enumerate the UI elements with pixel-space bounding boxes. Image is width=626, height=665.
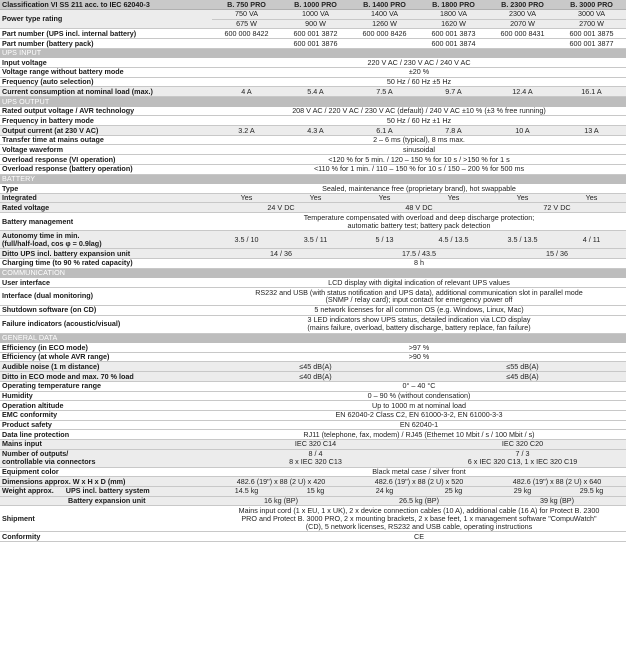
row-label: Current consumption at nominal load (max.): [0, 87, 212, 97]
row-label: [0, 449, 212, 467]
battery-management-row: [0, 213, 626, 231]
row-value: Yes: [488, 193, 557, 203]
section-header: [0, 174, 626, 184]
weight-label: Weight approx.: [2, 486, 54, 496]
row-value: 14 / 36: [212, 249, 350, 259]
row-label: Shipment: [0, 506, 212, 532]
part-battery-label: Part number (battery pack): [0, 39, 212, 49]
row-label: Operation altitude: [0, 401, 212, 411]
row-value: 482.6 (19") x 88 (2 U) x 420: [212, 477, 350, 487]
row-value: EN 62040-2 Class C2, EN 61000-3-2, EN 61000-3-3: [212, 410, 626, 420]
row-value: 3.2 A: [212, 126, 281, 136]
autonomy-row: [0, 231, 626, 249]
row-value: [212, 213, 626, 231]
row-value: Sealed, maintenance free (proprietary brand), hot swappable: [212, 184, 626, 194]
row-value: 6.1 A: [350, 126, 419, 136]
row-label: Output current (at 230 V AC): [0, 126, 212, 136]
row-value: 17.5 / 43.5: [350, 249, 488, 259]
shipment-row: [0, 506, 626, 532]
row-label: Conformity: [0, 532, 212, 542]
section-header: [0, 48, 626, 58]
row-value: 8 h: [212, 258, 626, 268]
row-value: EN 62040-1: [212, 420, 626, 430]
row-label: Overload response (VI operation): [0, 155, 212, 165]
row-value: LCD display with digital indication of relevant UPS values: [212, 278, 626, 288]
section-title: UPS INPUT: [0, 48, 626, 58]
row-label: Audible noise (1 m distance): [0, 362, 212, 372]
power-w: 1620 W: [419, 19, 488, 29]
part-ups-label: Part number (UPS incl. internal battery): [0, 29, 212, 39]
row-value: 0 – 90 % (without condensation): [212, 391, 626, 401]
row-value: 39 kg (BP): [488, 496, 626, 506]
row-label: Data line protection: [0, 430, 212, 440]
row-value: 482.6 (19") x 88 (2 U) x 640: [488, 477, 626, 487]
row-value: 5 / 13: [350, 231, 419, 249]
section-title: COMMUNICATION: [0, 268, 626, 278]
section-header: [0, 268, 626, 278]
mains-input-row: [0, 439, 626, 449]
row-value: <120 % for 5 min. / 120 – 150 % for 10 s / >150 % for 1 s: [212, 155, 626, 165]
row-value: ≤45 dB(A): [419, 372, 626, 382]
row-value: 50 Hz / 60 Hz ±1 Hz: [212, 116, 626, 126]
power-va: 750 VA: [212, 10, 281, 20]
row-value: 72 V DC: [488, 203, 626, 213]
voltage-range-row: [0, 68, 626, 78]
model-header: B. 750 PRO: [212, 0, 281, 10]
row-value: 5 network licenses for all common OS (e.g. Windows, Linux, Mac): [212, 305, 626, 315]
overload-vi-row: [0, 155, 626, 165]
part-battery-value: 600 001 3876: [281, 39, 350, 49]
power-rating-label: Power type rating: [0, 10, 212, 29]
power-w: 2700 W: [557, 19, 626, 29]
ditto-expansion-row: [0, 249, 626, 259]
row-value: Yes: [557, 193, 626, 203]
efficiency-eco-row: [0, 343, 626, 353]
section-header: [0, 333, 626, 343]
row-value: 7.8 A: [419, 126, 488, 136]
row-value: Black metal case / silver front: [212, 467, 626, 477]
row-label: Operating temperature range: [0, 381, 212, 391]
row-value: Yes: [350, 193, 419, 203]
row-value: 16.1 A: [557, 87, 626, 97]
integrated-row: [0, 193, 626, 203]
row-value: IEC 320 C14: [212, 439, 419, 449]
row-label: Voltage range without battery mode: [0, 68, 212, 78]
input-voltage-row: [0, 58, 626, 68]
safety-row: [0, 420, 626, 430]
row-value: [212, 315, 626, 333]
label-line: Number of outputs/: [2, 449, 69, 459]
weight-ups-row: [0, 487, 626, 497]
row-value: 15 / 36: [488, 249, 626, 259]
row-value: 3.5 / 10: [212, 231, 281, 249]
rated-voltage-row: [0, 203, 626, 213]
row-value: 5.4 A: [281, 87, 350, 97]
value-line: (mains failure, overload, battery discharge, battery replace, fan failure): [307, 323, 531, 332]
row-label: Rated voltage: [0, 203, 212, 213]
outputs-row: [0, 449, 626, 467]
dual-monitoring-row: [0, 287, 626, 305]
row-value: CE: [212, 532, 626, 542]
row-value: 12.4 A: [488, 87, 557, 97]
section-header: [0, 97, 626, 107]
row-label: EMC conformity: [0, 410, 212, 420]
failure-indicators-row: [0, 315, 626, 333]
row-value: [212, 287, 626, 305]
humidity-row: [0, 391, 626, 401]
value-line: 7 / 3: [515, 449, 530, 459]
row-value: ≤40 dB(A): [212, 372, 419, 382]
data-line-row: [0, 430, 626, 440]
row-value: Yes: [419, 193, 488, 203]
section-title: BATTERY: [0, 174, 626, 184]
row-label: Frequency (auto selection): [0, 77, 212, 87]
row-label: Equipment color: [0, 467, 212, 477]
dimensions-row: [0, 477, 626, 487]
row-value: 3.5 / 13.5: [488, 231, 557, 249]
power-va-row: [0, 10, 626, 20]
part-ups-value: 600 000 8422: [212, 29, 281, 39]
header-row: [0, 0, 626, 10]
part-battery-value: 600 001 3877: [557, 39, 626, 49]
row-label: Failure indicators (acoustic/visual): [0, 315, 212, 333]
row-value: sinusoidal: [212, 145, 626, 155]
value-line: PRO and Protect B. 3000 PRO, 2 x mounting brackets, 2 x base feet, 1 x management software "CompuWatch": [241, 514, 597, 524]
row-value: >90 %: [212, 352, 626, 362]
value-line: 8 x IEC 320 C13: [289, 457, 342, 467]
row-value: [419, 449, 626, 467]
row-value: 50 Hz / 60 Hz ±5 Hz: [212, 77, 626, 87]
row-label: Battery expansion unit: [0, 496, 212, 506]
row-value: [212, 449, 419, 467]
power-w: 2070 W: [488, 19, 557, 29]
row-label: Humidity: [0, 391, 212, 401]
row-label: Rated output voltage / AVR technology: [0, 106, 212, 116]
value-line: (CD), 5 network licenses, RS232 and USB cable, operating instructions: [305, 521, 533, 531]
row-label: Type: [0, 184, 212, 194]
emc-row: [0, 410, 626, 420]
overload-battery-row: [0, 164, 626, 174]
row-label: Integrated: [0, 193, 212, 203]
power-va: 1000 VA: [281, 10, 350, 20]
empty-cell: [350, 39, 419, 49]
shutdown-software-row: [0, 305, 626, 315]
power-va: 2300 VA: [488, 10, 557, 20]
row-value: 4 / 11: [557, 231, 626, 249]
battery-frequency-row: [0, 116, 626, 126]
row-value: 482.6 (19") x 88 (2 U) x 520: [350, 477, 488, 487]
noise-row: [0, 362, 626, 372]
row-value: Yes: [281, 193, 350, 203]
row-value: >97 %: [212, 343, 626, 353]
row-value: [212, 506, 626, 532]
row-value: 15 kg: [281, 487, 350, 497]
row-value: 13 A: [557, 126, 626, 136]
row-value: 208 V AC / 220 V AC / 230 V AC (default) / 240 V AC ±10 % (±3 % free running): [212, 106, 626, 116]
part-ups-row: [0, 29, 626, 39]
power-w: 900 W: [281, 19, 350, 29]
model-header: B. 1400 PRO: [350, 0, 419, 10]
empty-cell: [488, 39, 557, 49]
row-label: Transfer time at mains outage: [0, 135, 212, 145]
row-value: 0° – 40 °C: [212, 381, 626, 391]
waveform-row: [0, 145, 626, 155]
value-line: 3 LED indicators show UPS status, detailed indication via LCD display: [307, 315, 531, 325]
row-value: 2 – 6 ms (typical), 8 ms max.: [212, 135, 626, 145]
row-label: Efficiency (at whole AVR range): [0, 352, 212, 362]
row-label: [0, 231, 212, 249]
row-label: Frequency in battery mode: [0, 116, 212, 126]
row-value: 24 V DC: [212, 203, 350, 213]
part-ups-value: 600 001 3872: [281, 29, 350, 39]
value-line: Mains input cord (1 x EU, 1 x UK), 2 x device connection cables (10 A), additional cable (16 A) for Protect B. 2300: [238, 506, 600, 516]
part-battery-value: 600 001 3874: [419, 39, 488, 49]
empty-cell: [212, 39, 281, 49]
row-label: Battery management: [0, 213, 212, 231]
power-w: 675 W: [212, 19, 281, 29]
value-line: 6 x IEC 320 C13, 1 x IEC 320 C19: [467, 457, 578, 467]
power-w: 1260 W: [350, 19, 419, 29]
section-title: GENERAL DATA: [0, 333, 626, 343]
row-label: [0, 487, 212, 497]
row-label: Product safety: [0, 420, 212, 430]
row-value: 48 V DC: [350, 203, 488, 213]
row-label: Shutdown software (on CD): [0, 305, 212, 315]
efficiency-avr-row: [0, 352, 626, 362]
label-line: (full/half-load, cos φ = 0.9lag): [2, 238, 102, 248]
row-value: Yes: [212, 193, 281, 203]
row-value: 9.7 A: [419, 87, 488, 97]
row-value: ≤45 dB(A): [212, 362, 419, 372]
conformity-row: [0, 532, 626, 542]
model-header: B. 1000 PRO: [281, 0, 350, 10]
part-ups-value: 600 001 3875: [557, 29, 626, 39]
row-value: 4 A: [212, 87, 281, 97]
value-line: 8 / 4: [308, 449, 323, 459]
user-interface-row: [0, 278, 626, 288]
temperature-row: [0, 381, 626, 391]
row-value: 29 kg: [488, 487, 557, 497]
row-value: Up to 1000 m at nominal load: [212, 401, 626, 411]
row-label: Dimensions approx. W x H x D (mm): [0, 477, 212, 487]
row-label: Mains input: [0, 439, 212, 449]
part-battery-row: [0, 39, 626, 49]
row-label: User interface: [0, 278, 212, 288]
model-header: B. 2300 PRO: [488, 0, 557, 10]
row-value: 10 A: [488, 126, 557, 136]
section-title: UPS OUTPUT: [0, 97, 626, 107]
noise-eco-row: [0, 372, 626, 382]
row-label: Voltage waveform: [0, 145, 212, 155]
output-current-row: [0, 126, 626, 136]
row-label: Ditto in ECO mode and max. 70 % load: [0, 372, 212, 382]
row-value: RJ11 (telephone, fax, modem) / RJ45 (Ethernet 10 Mbit / s / 100 Mbit / s): [212, 430, 626, 440]
row-label: Overload response (battery operation): [0, 164, 212, 174]
model-header: B. 3000 PRO: [557, 0, 626, 10]
part-ups-value: 600 001 3873: [419, 29, 488, 39]
value-line: automatic battery test; battery pack detection: [347, 220, 491, 230]
battery-type-row: [0, 184, 626, 194]
input-frequency-row: [0, 77, 626, 87]
power-va: 1400 VA: [350, 10, 419, 20]
altitude-row: [0, 401, 626, 411]
row-value: 14.5 kg: [212, 487, 281, 497]
row-value: 220 V AC / 230 V AC / 240 V AC: [212, 58, 626, 68]
row-label: Input voltage: [0, 58, 212, 68]
row-value: 7.5 A: [350, 87, 419, 97]
row-label: Interface (dual monitoring): [0, 287, 212, 305]
label-line: controllable via connectors: [2, 457, 96, 467]
value-line: RS232 and USB (with status notification and UPS data), additional communication slot in parallel mode: [255, 287, 583, 297]
row-value: ±20 %: [212, 68, 626, 78]
transfer-time-row: [0, 135, 626, 145]
row-value: 24 kg: [350, 487, 419, 497]
equipment-color-row: [0, 467, 626, 477]
row-value: 4.5 / 13.5: [419, 231, 488, 249]
power-va: 1800 VA: [419, 10, 488, 20]
row-value: 16 kg (BP): [212, 496, 350, 506]
classification-label: Classification VI SS 211 acc. to IEC 62040-3: [0, 0, 212, 10]
row-value: <110 % for 1 min. / 110 – 150 % for 10 s / 150 – 200 % for 500 ms: [212, 164, 626, 174]
part-ups-value: 600 000 8426: [350, 29, 419, 39]
value-line: (SNMP / relay card); input contact for emergency power off: [325, 295, 513, 305]
row-value: IEC 320 C20: [419, 439, 626, 449]
model-header: B. 1800 PRO: [419, 0, 488, 10]
charging-time-row: [0, 258, 626, 268]
row-value: 4.3 A: [281, 126, 350, 136]
input-current-row: [0, 87, 626, 97]
row-value: 26.5 kg (BP): [350, 496, 488, 506]
row-label: Efficiency (in ECO mode): [0, 343, 212, 353]
row-value: 25 kg: [419, 487, 488, 497]
row-label: Charging time (to 90 % rated capacity): [0, 258, 212, 268]
power-va: 3000 VA: [557, 10, 626, 20]
row-label: Ditto UPS incl. battery expansion unit: [0, 249, 212, 259]
weight-sub-label: UPS incl. battery system: [65, 486, 150, 496]
part-ups-value: 600 000 8431: [488, 29, 557, 39]
row-value: 3.5 / 11: [281, 231, 350, 249]
row-value: 29.5 kg: [557, 487, 626, 497]
label-line: Autonomy time in min.: [2, 230, 80, 240]
weight-expansion-row: [0, 496, 626, 506]
row-value: ≤55 dB(A): [419, 362, 626, 372]
value-line: Temperature compensated with overload and deep discharge protection;: [303, 212, 535, 222]
rated-output-row: [0, 106, 626, 116]
